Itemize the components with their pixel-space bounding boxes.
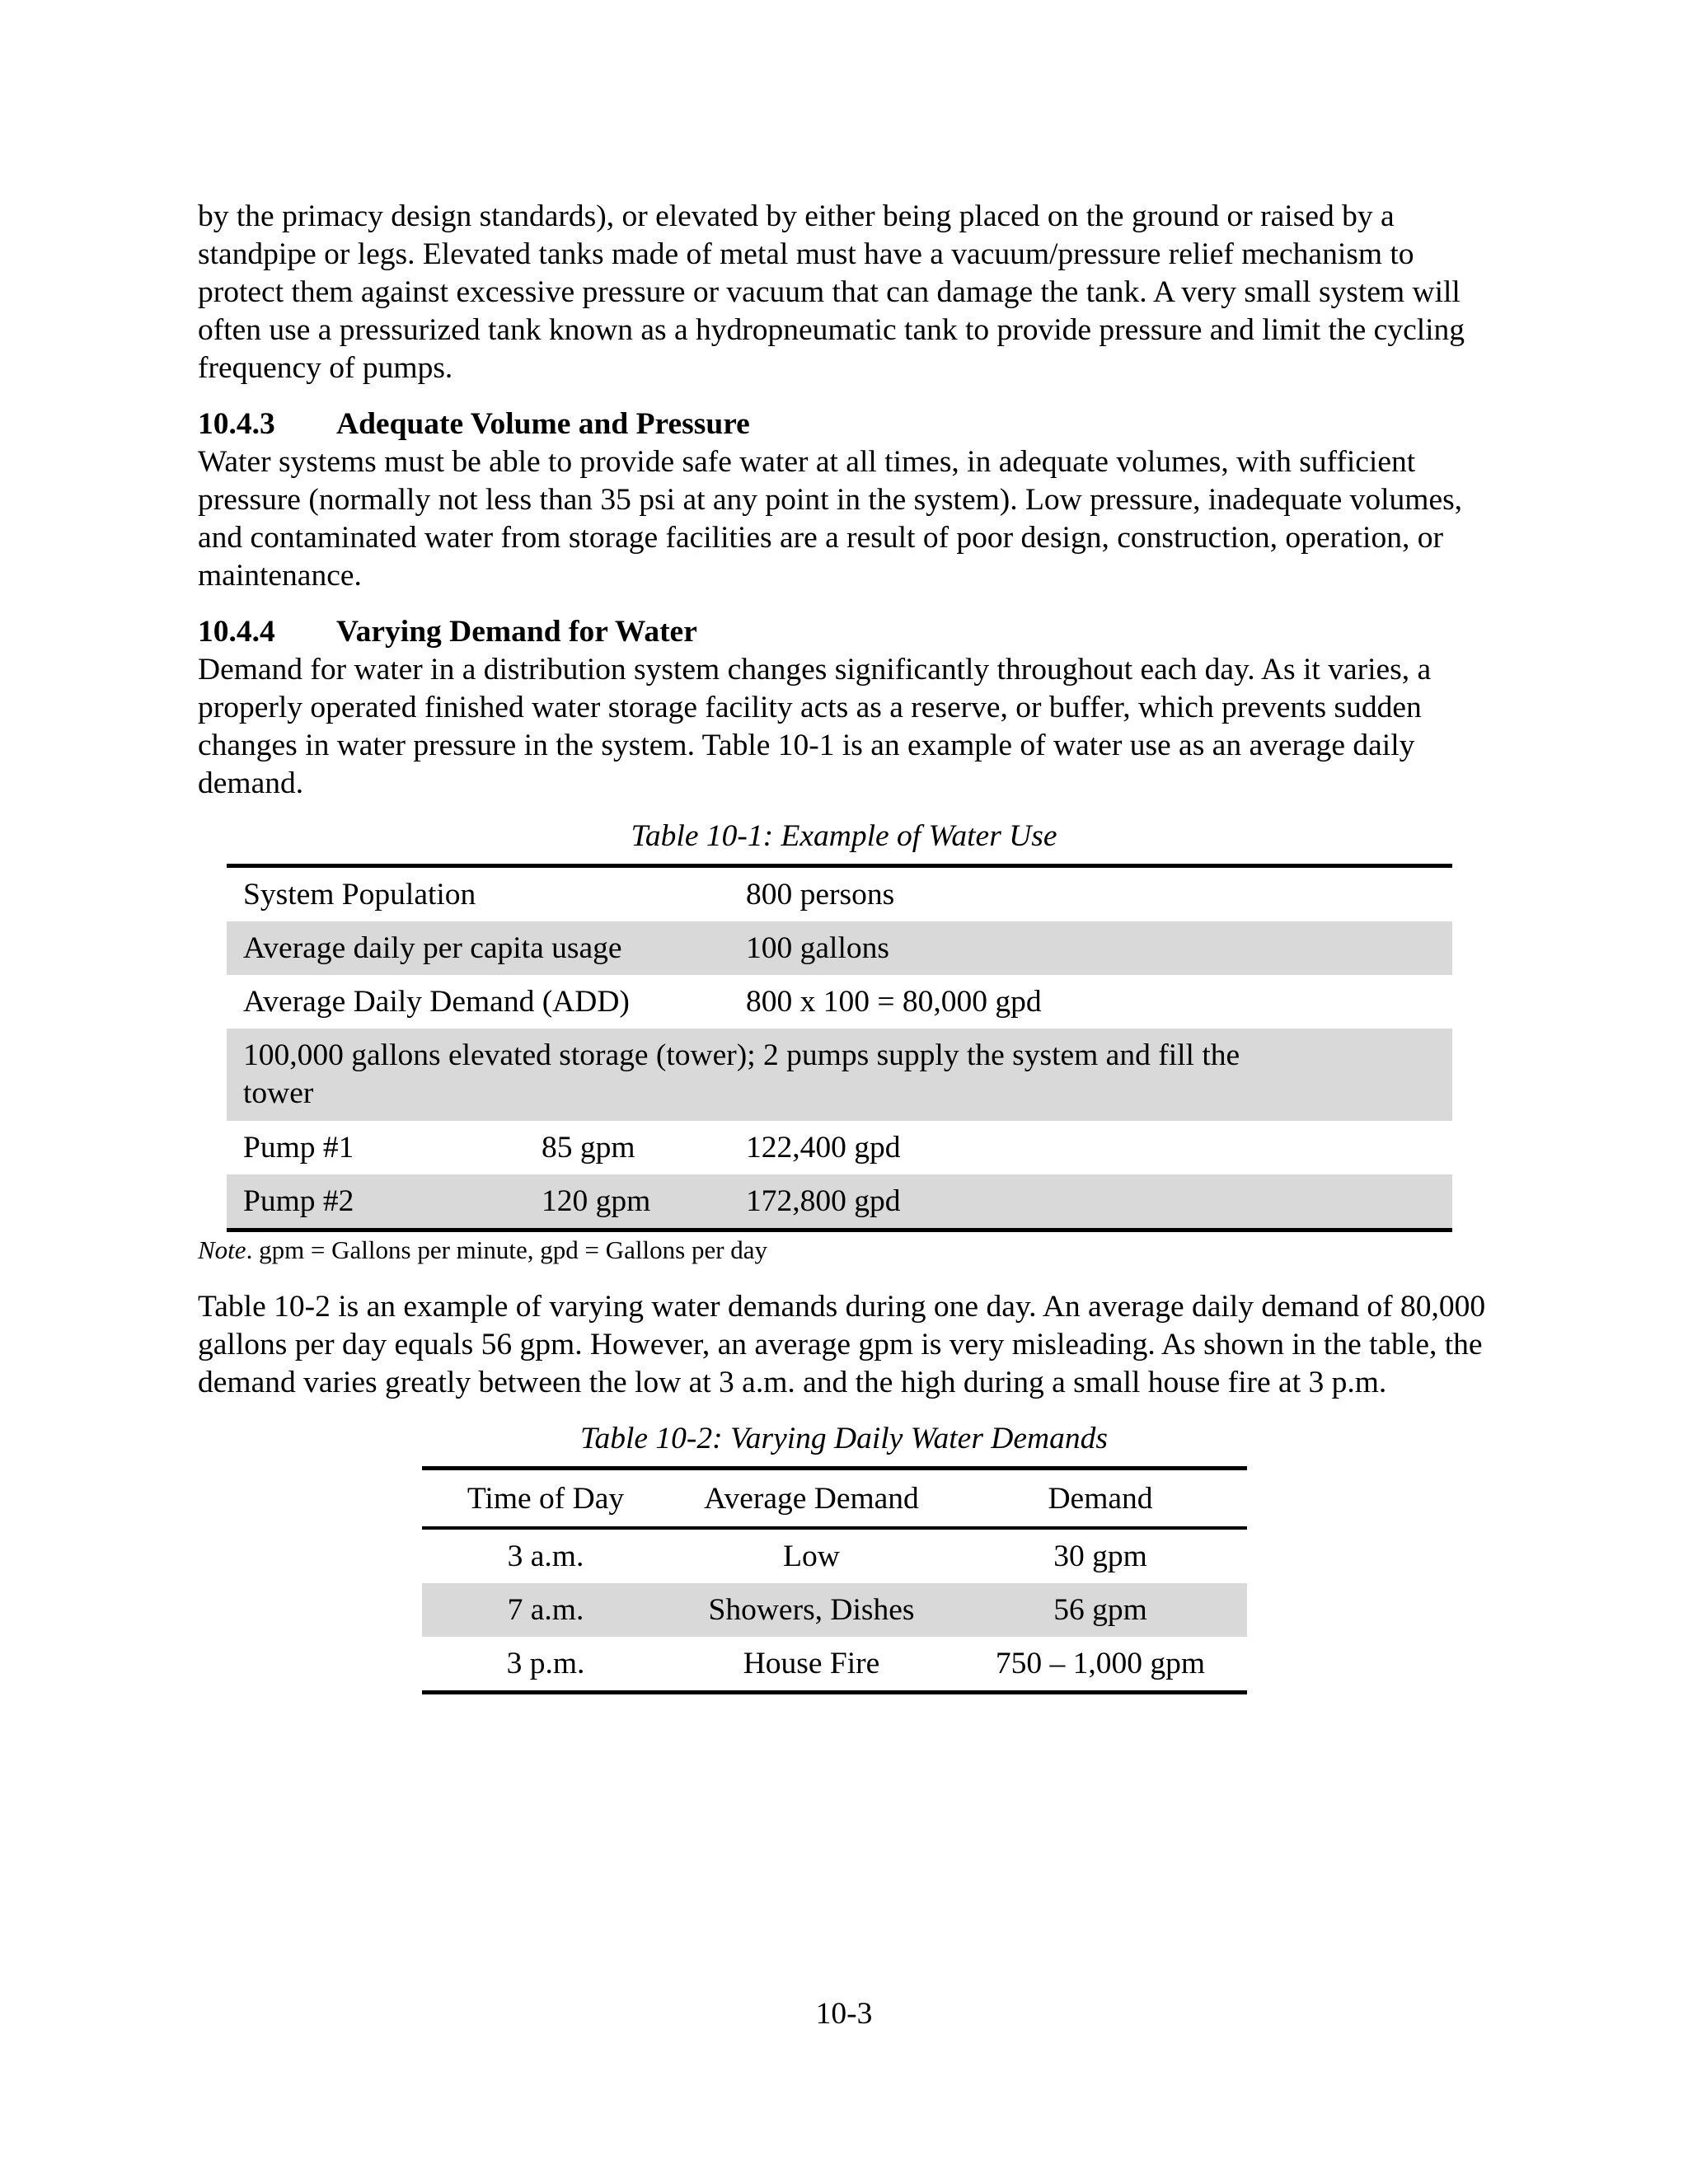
table-cell: 3 a.m.: [507, 1540, 584, 1573]
section-heading-10-4-4: [198, 613, 1490, 651]
table-cell: 800 persons: [746, 878, 895, 912]
table-cell: 3 p.m.: [506, 1647, 585, 1680]
table-row: [422, 1637, 1247, 1690]
section-number: 10.4.4: [198, 615, 275, 649]
water-use-table: [227, 864, 1452, 1232]
table-row: [227, 1121, 1452, 1174]
table-cell: 172,800 gpd: [746, 1184, 901, 1218]
table-header-row: [422, 1470, 1247, 1530]
table-row: [227, 921, 1452, 975]
intro-paragraph: by the primacy design standards), or elevated by either being placed on the ground or raised by a standpipe or legs. Elevated tanks made of metal must have a vacuum/pressure relief mechanism to protect them against excessive pressure or vacuum that can damage the tank. A very small system will often use a pressurized tank known as a hydropneumatic tank to provide pressure and limit the cycling frequency of pumps.: [198, 199, 1465, 385]
varying-demand-paragraph: Demand for water in a distribution system changes significantly throughout each day. As it varies, a properly operated finished water storage facility acts as a reserve, or buffer, which prevents sudden changes in water pressure in the system. Table 10-1 is an example of water use as an average daily demand.: [198, 653, 1432, 800]
table-cell: Pump #1: [243, 1131, 354, 1165]
table-10-2-caption: Table 10-2: Varying Daily Water Demands: [580, 1422, 1108, 1455]
table-cell: 56 gpm: [1053, 1593, 1147, 1627]
document-page: [198, 198, 1490, 1694]
daily-demands-table: [422, 1466, 1247, 1694]
table-cell: 30 gpm: [1053, 1540, 1147, 1573]
adequate-volume-paragraph: Water systems must be able to provide safe water at all times, in adequate volumes, with sufficient pressure (normally not less than 35 psi at any point in the system). Low pressure, inadequate volumes, and contaminated water from storage facilities are a result of poor design, construction, operation, or maintenance.: [198, 445, 1463, 593]
section-heading-10-4-3: [198, 405, 1490, 443]
note-text: . gpm = Gallons per minute, gpd = Gallons per day: [246, 1235, 768, 1264]
table-cell: 120 gpm: [542, 1184, 651, 1218]
table-row: [422, 1583, 1247, 1637]
table-10-2-intro-paragraph: Table 10-2 is an example of varying water demands during one day. An average daily demand of 80,000 gallons per day equals 56 gpm. However, an average gpm is very misleading. As shown in the table, the demand varies greatly between the low at 3 a.m. and the high during a small house fire at 3 p.m.: [198, 1290, 1486, 1399]
column-header: Time of Day: [467, 1481, 625, 1516]
table-cell: 100 gallons: [746, 931, 889, 965]
table-10-1-caption: Table 10-1: Example of Water Use: [631, 819, 1057, 853]
table-cell: 85 gpm: [542, 1131, 635, 1165]
page-number: 10-3: [815, 1997, 873, 2031]
section-title: Varying Demand for Water: [336, 615, 697, 649]
table-cell: Pump #2: [243, 1184, 354, 1218]
table-cell: 7 a.m.: [507, 1593, 584, 1627]
column-header: Average Demand: [704, 1481, 919, 1516]
note-label: Note: [198, 1235, 246, 1264]
table-cell: Average daily per capita usage: [243, 931, 622, 965]
table-cell: Average Daily Demand (ADD): [243, 985, 630, 1019]
table-cell: 800 x 100 = 80,000 gpd: [746, 985, 1042, 1019]
table-cell: House Fire: [743, 1647, 880, 1680]
table-row: [422, 1530, 1247, 1583]
section-number: 10.4.3: [198, 407, 275, 441]
table-row: [227, 1029, 1452, 1121]
table-cell: 750 – 1,000 gpm: [995, 1647, 1206, 1680]
table-cell: Low: [783, 1540, 840, 1573]
table-cell: 100,000 gallons elevated storage (tower); 2 pumps supply the system and fill the tower: [243, 1038, 1240, 1110]
table-row: [227, 868, 1452, 921]
column-header: Demand: [1048, 1481, 1153, 1516]
table-row: [227, 975, 1452, 1029]
table-cell: System Population: [243, 878, 476, 912]
section-title: Adequate Volume and Pressure: [336, 407, 750, 441]
table-cell: 122,400 gpd: [746, 1131, 901, 1165]
table-note: [198, 1234, 1490, 1267]
table-cell: Showers, Dishes: [708, 1593, 915, 1627]
table-row: [227, 1174, 1452, 1228]
